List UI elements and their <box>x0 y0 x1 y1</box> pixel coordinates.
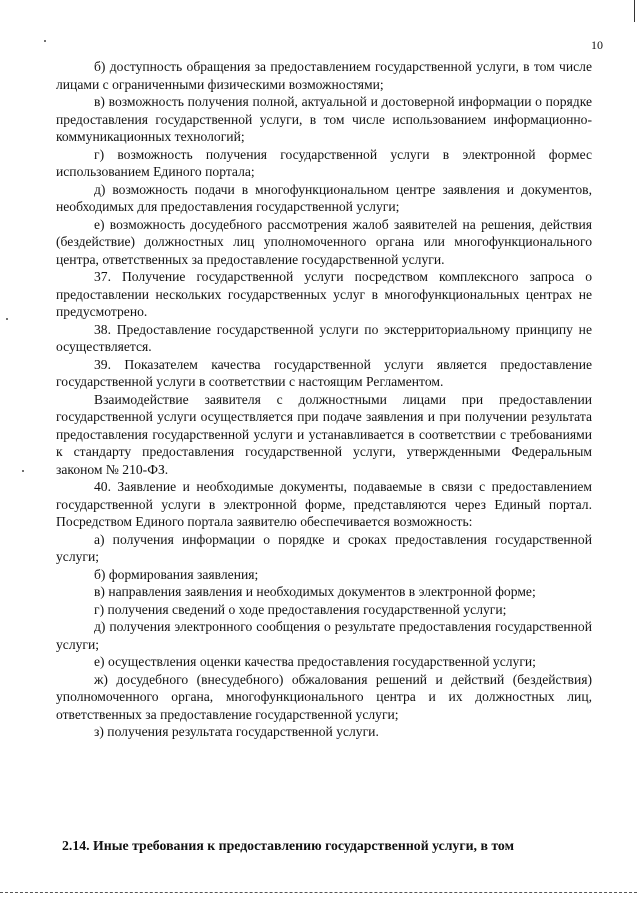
paragraph: б) доступность обращения за предоставлением государственной услуги, в том числе лицами с ограниченными физическими возможностями; <box>56 59 592 92</box>
section-heading: 2.14. Иные требования к предоставлению государственной услуги, в том <box>62 838 514 853</box>
paragraph: г) возможность получения государственной услуги в электронной формес использованием Единого портала; <box>56 146 592 179</box>
paragraph: ж) досудебного (внесудебного) обжалования решений и действий (бездействия) уполномоченного органа, многофункционального центра и их должностных лиц, ответственных за предоставление государственной услуги; <box>56 671 592 722</box>
paragraph: 39. Показателем качества государственной услуги является предоставление государственной услуги в соответствии с настоящим Регламентом. <box>56 356 592 389</box>
paragraph: е) осуществления оценки качества предоставления государственной услуги; <box>94 654 536 669</box>
paragraph: в) возможность получения полной, актуальной и достоверной информации о порядке предоставления государственной услуги, в том числе использованием информационно-коммуникационных технологий; <box>56 94 592 144</box>
paragraph: г) получения сведений о ходе предоставления государственной услуги; <box>94 601 507 617</box>
paragraph: 40. Заявление и необходимые документы, подаваемые в связи с предоставлением государственной услуги в электронной форме, представляются через Единый портал. Посредством Единого портала заявителю обеспечивается возможность: <box>56 479 592 529</box>
paragraph: в) направления заявления и необходимых документов в электронной форме; <box>94 584 536 599</box>
scan-speck <box>22 470 24 472</box>
page-bottom-rule <box>0 892 637 893</box>
paragraph: а) получения информации о порядке и сроках предоставления государственной услуги; <box>56 531 592 564</box>
scan-edge-mark <box>634 0 635 22</box>
paragraph: Взаимодействие заявителя с должностными лицами при предоставлении государственной услуги осуществляется при подаче заявления и при получении результата предоставления государственной услуги и устанавливается в соответствии с требованиями к стандарту предоставления государственной услуги, утвержденными Федеральным законом № 210-ФЗ. <box>56 391 592 477</box>
scan-speck <box>6 318 8 320</box>
paragraph: з) получения результата государственной услуги. <box>94 724 379 739</box>
paragraph: е) возможность досудебного рассмотрения жалоб заявителей на решения, действия (бездействие) должностных лиц уполномоченного органа или многофункционального центра, ответственных за предоставление государственной услуги. <box>56 216 592 267</box>
page-number: 10 <box>591 38 603 52</box>
paragraph: б) формирования заявления; <box>94 566 259 582</box>
scan-speck <box>44 40 46 42</box>
document-body <box>56 58 592 741</box>
paragraph: д) получения электронного сообщения о результате предоставления государственной услуги; <box>56 619 592 652</box>
paragraph: 37. Получение государственной услуги посредством комплексного запроса о предоставлении нескольких государственных услуг в многофункциональных центрах не предусмотрено. <box>56 269 592 319</box>
paragraph: д) возможность подачи в многофункциональном центре заявления и документов, необходимых для предоставления государственной услуги; <box>56 181 592 214</box>
paragraph: 38. Предоставление государственной услуги по экстерриториальному принципу не осуществляется. <box>56 321 592 354</box>
